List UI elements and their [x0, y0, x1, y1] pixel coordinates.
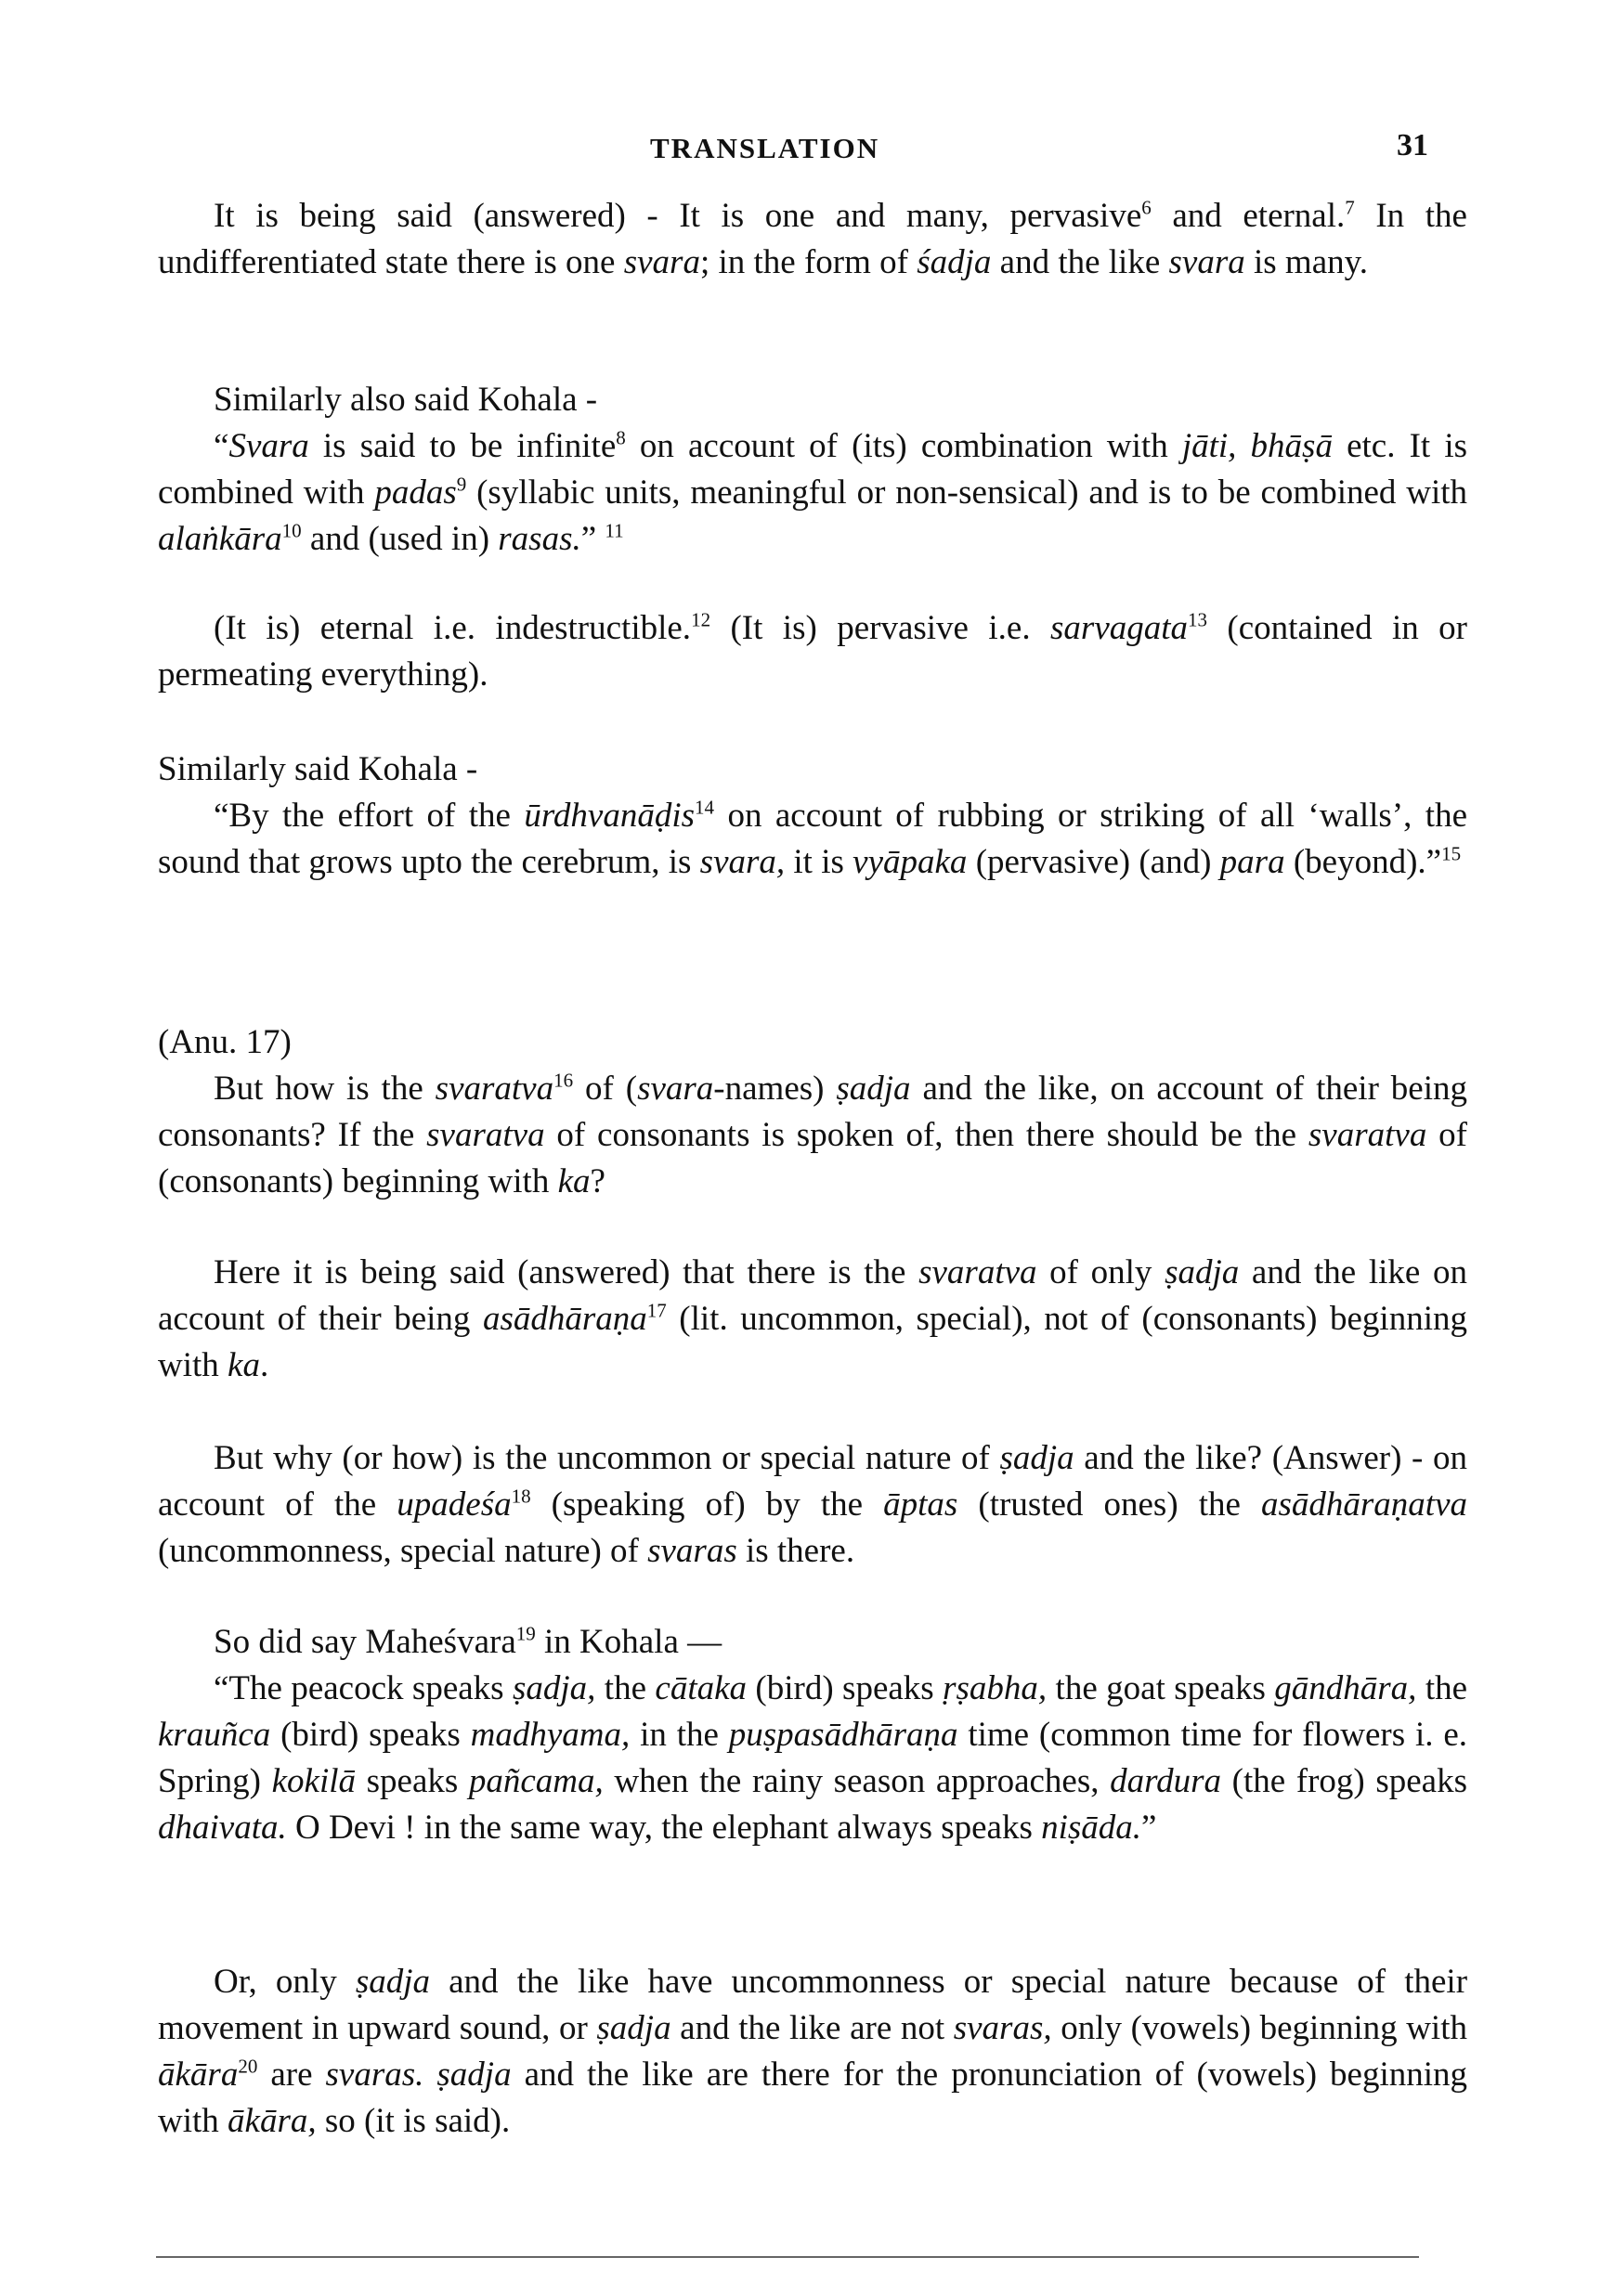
paragraph: Here it is being said (answered) that there is the svaratva of only ṣadja and the like on account of their being asādhāraṇa$^{17}$ (lit. uncommon, special), not of (consonants) beginning with ka. — [158, 1253, 1467, 1384]
paragraph: But how is the svaratva$^{16}$ of (svara-names) ṣadja and the like, on account of their being consonants? If the svaratva of consonants is spoken of, then there should be the svaratva of (consonants) beginning with ka? — [158, 1069, 1468, 1200]
paragraph: But why (or how) is the uncommon or special nature of ṣadja and the like? (Answer) - on account of the upadeśa$^{18}$ (speaking of) by the āptas (trusted ones) the asādhāraṇatva (uncommonness, special nature) of svaras is there. — [158, 1439, 1468, 1570]
paragraph: (Anu. 17) — [158, 1023, 292, 1061]
paragraph: So did say Maheśvara$^{19}$ in Kohala — — [214, 1622, 722, 1661]
running-title: TRANSLATION — [650, 132, 880, 164]
paragraph: It is being said (answered) - It is one and many, pervasive$^6$ and eternal.$^7$ In the undifferentiated state there is one svara; in the form of śadja and the like svara is many. — [158, 196, 1467, 281]
paragraph: Similarly also said Kohala - — [214, 381, 598, 419]
paragraph: Or, only ṣadja and the like have uncommonness or special nature because of their movement in upward sound, or ṣadja and the like are not svaras, only (vowels) beginning with ākāra$^{20}$ are svaras. ṣadja and the like are there for the pronunciation of (vowels) beginning with ākāra, so (it is said). — [158, 1963, 1468, 2140]
page-number: 31 — [1397, 128, 1428, 162]
footer-rule — [156, 2256, 1419, 2258]
paragraph: (It is) eternal i.e. indestructible.$^{12}$ (It is) pervasive i.e. sarvagata$^{13}$ (contained in or permeating everything). — [158, 608, 1467, 694]
page-header — [0, 128, 1614, 184]
paragraph: Similarly said Kohala - — [158, 750, 478, 788]
paragraph: “The peacock speaks ṣadja, the cātaka (bird) speaks ṛṣabha, the goat speaks gāndhāra, the krauñca (bird) speaks madhyama, in the puṣpasādhāraṇa time (common time for flowers i. e. Spring) kokilā speaks pañcama, when the rainy season approaches, dardura (the frog) speaks dhaivata. O Devi ! in the same way, the elephant always speaks niṣāda.” — [158, 1669, 1468, 1847]
paragraph: “Svara is said to be infinite$^8$ on account of (its) combination with jāti, bhāṣā etc. It is combined with padas$^9$ (syllabic units, meaningful or non-sensical) and is to be combined with alaṅkāra$^{10}$ and (used in) rasas.” $^{11}$ — [158, 426, 1468, 558]
paragraph: “By the effort of the ūrdhvanāḍis$^{14}$ on account of rubbing or striking of all ‘walls’, the sound that grows upto the cerebrum, is svara, it is vyāpaka (pervasive) (and) para (beyond).”$^{15}$ — [158, 796, 1467, 881]
